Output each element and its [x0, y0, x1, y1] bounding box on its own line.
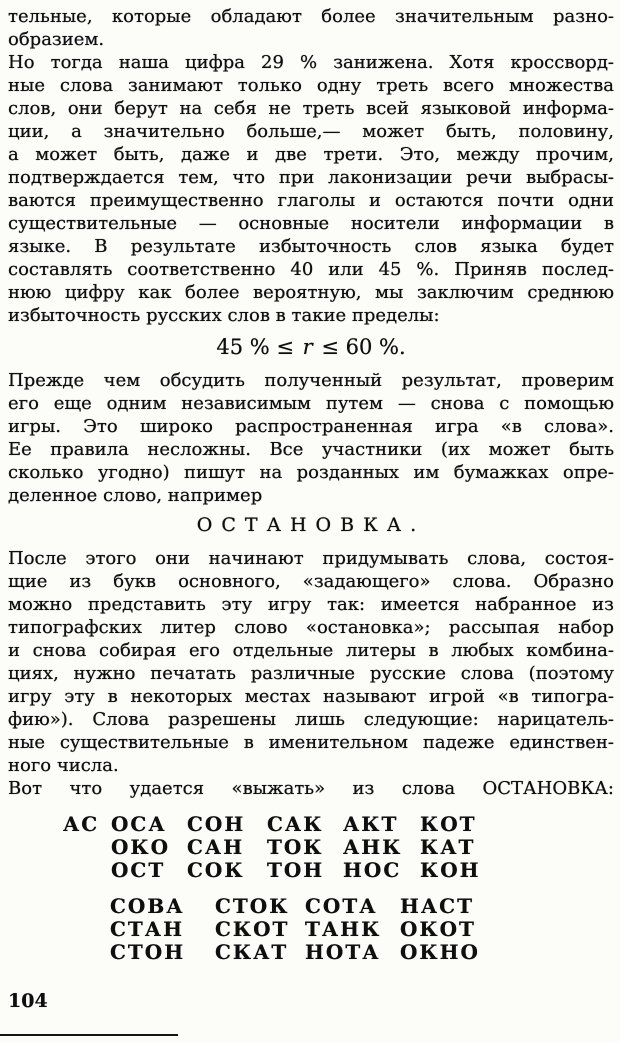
word-cell: АКТ [343, 812, 399, 836]
text-line: можно представить эту игру так: имеется набранное из [8, 594, 614, 615]
word-cell: ТОН [267, 858, 325, 882]
paragraph-continuation [8, 5, 614, 51]
text-line: нюю цифру как более вероятную, мы заключим среднюю [8, 282, 614, 303]
word-cell [63, 859, 111, 882]
text-line: и снова собирая его отдельные литеры в любых комбина- [8, 640, 614, 661]
example-word-heading: ОСТАНОВКА. [196, 514, 426, 536]
word-cell: СКОТ [215, 917, 290, 941]
word-table-four-letter-words [8, 895, 614, 964]
word-cell: СОТА [305, 894, 378, 918]
text-line: типографских литер слово «остановка»; рассыпая набор [8, 617, 614, 638]
redundancy-bounds-formula [8, 334, 614, 360]
text-line: ваются преимущественно глаголы и остаются почти одни [8, 190, 614, 211]
text-line: После этого они начинают придумывать слова, состоя- [8, 548, 614, 569]
word-cell: ТАНК [305, 917, 382, 941]
word-cell: НАСТ [400, 894, 474, 918]
text-line: Ее правила несложны. Все участники (их может быть [8, 439, 614, 460]
text-line: фию»). Слова разрешены лишь следующие: нарицатель- [8, 709, 614, 730]
text-line: ные существительные в именительном падеже единствен- [8, 732, 614, 753]
word-cell: СТОК [215, 894, 290, 918]
word-cell: САК [267, 812, 324, 836]
word-cell: КАТ [420, 835, 476, 859]
word-cell: АНК [343, 835, 403, 859]
text-line: языке. В результате избыточность слов языка будет [8, 236, 614, 257]
formula-right: ≤ 60 %. [314, 335, 406, 359]
word-cell: ОКНО [400, 940, 480, 964]
word-cell [63, 836, 111, 859]
word-table-row [63, 813, 614, 836]
text-line: деленное слово, например [8, 485, 263, 506]
paragraph-word-game-intro [8, 369, 614, 507]
word-cell: КОТ [420, 812, 477, 836]
text-line: избыточность русских слов в такие пределы: [8, 305, 440, 326]
word-table-row [110, 895, 614, 918]
text-line: существительные — основные носители информации в [8, 213, 614, 234]
word-cell: СОН [187, 812, 246, 836]
word-cell: ОСТ [111, 858, 166, 882]
text-line: его еще одним независимым путем — снова с помощью [8, 393, 614, 414]
word-table-short-words [8, 813, 614, 882]
word-cell: НОТА [305, 940, 381, 964]
word-cell: ОСА [111, 812, 167, 836]
word-cell: ТОК [267, 835, 324, 859]
formula-left: 45 % ≤ [216, 335, 301, 359]
footnote-rule [0, 1034, 178, 1036]
text-line: игру эту в некоторых местах называют игрой «в типогра- [8, 686, 614, 707]
text-line: подтверждается тем, что при лаконизации речи выбрасы- [8, 167, 614, 188]
text-line: циях, нужно печатать различные русские слова (поэтому [8, 663, 614, 684]
word-cell: ОКОТ [400, 917, 476, 941]
text-line: игры. Это широко распространенная игра «в слова». [8, 416, 614, 437]
text-line: сколько угодно) пишут на розданных им бумажках опре- [8, 462, 614, 483]
word-cell: СТОН [110, 940, 186, 964]
text-line: составлять соответственно 40 или 45 %. Приняв послед- [8, 259, 614, 280]
word-table-row [63, 859, 614, 882]
word-cell: СОВА [110, 894, 185, 918]
word-cell: НОС [343, 858, 402, 882]
word-table-row [110, 941, 614, 964]
word-cell: КОН [420, 858, 481, 882]
word-cell: СТАН [110, 917, 184, 941]
word-table-row [63, 836, 614, 859]
word-cell: СКАТ [215, 940, 289, 964]
word-cell: СОК [187, 858, 245, 882]
text-line: тельные, которые обладают более значительным разно- [8, 6, 614, 27]
text-line: ного числа. [8, 755, 119, 776]
variable-r: r [302, 335, 313, 359]
text-line: слов, они берут на себя не треть всей языковой информа- [8, 98, 614, 119]
paragraph-game-rules [8, 547, 614, 777]
text-line: щие из букв основного, «задающего» слова. Образно [8, 571, 614, 592]
text-line: а может быть, даже и две трети. Это, между прочим, [8, 144, 614, 165]
text-line: Вот что удается «выжать» из слова ОСТАНОВКА: [8, 778, 614, 799]
paragraph-table-lead-in [8, 777, 614, 800]
text-line: ные слова занимают только одну треть всего множества [8, 75, 614, 96]
text-line: Прежде чем обсудить полученный результат, проверим [8, 370, 614, 391]
page-number: 104 [8, 990, 48, 1012]
text-line: образием. [8, 29, 105, 50]
word-cell: ОКО [111, 835, 171, 859]
word-cell: АС [63, 812, 100, 836]
text-line: ции, а значительно больше,— может быть, половину, [8, 121, 614, 142]
word-table-row [110, 918, 614, 941]
text-line: Но тогда наша цифра 29 % занижена. Хотя кроссворд- [8, 52, 614, 73]
paragraph-redundancy-estimate [8, 51, 614, 327]
word-cell: САН [187, 835, 245, 859]
